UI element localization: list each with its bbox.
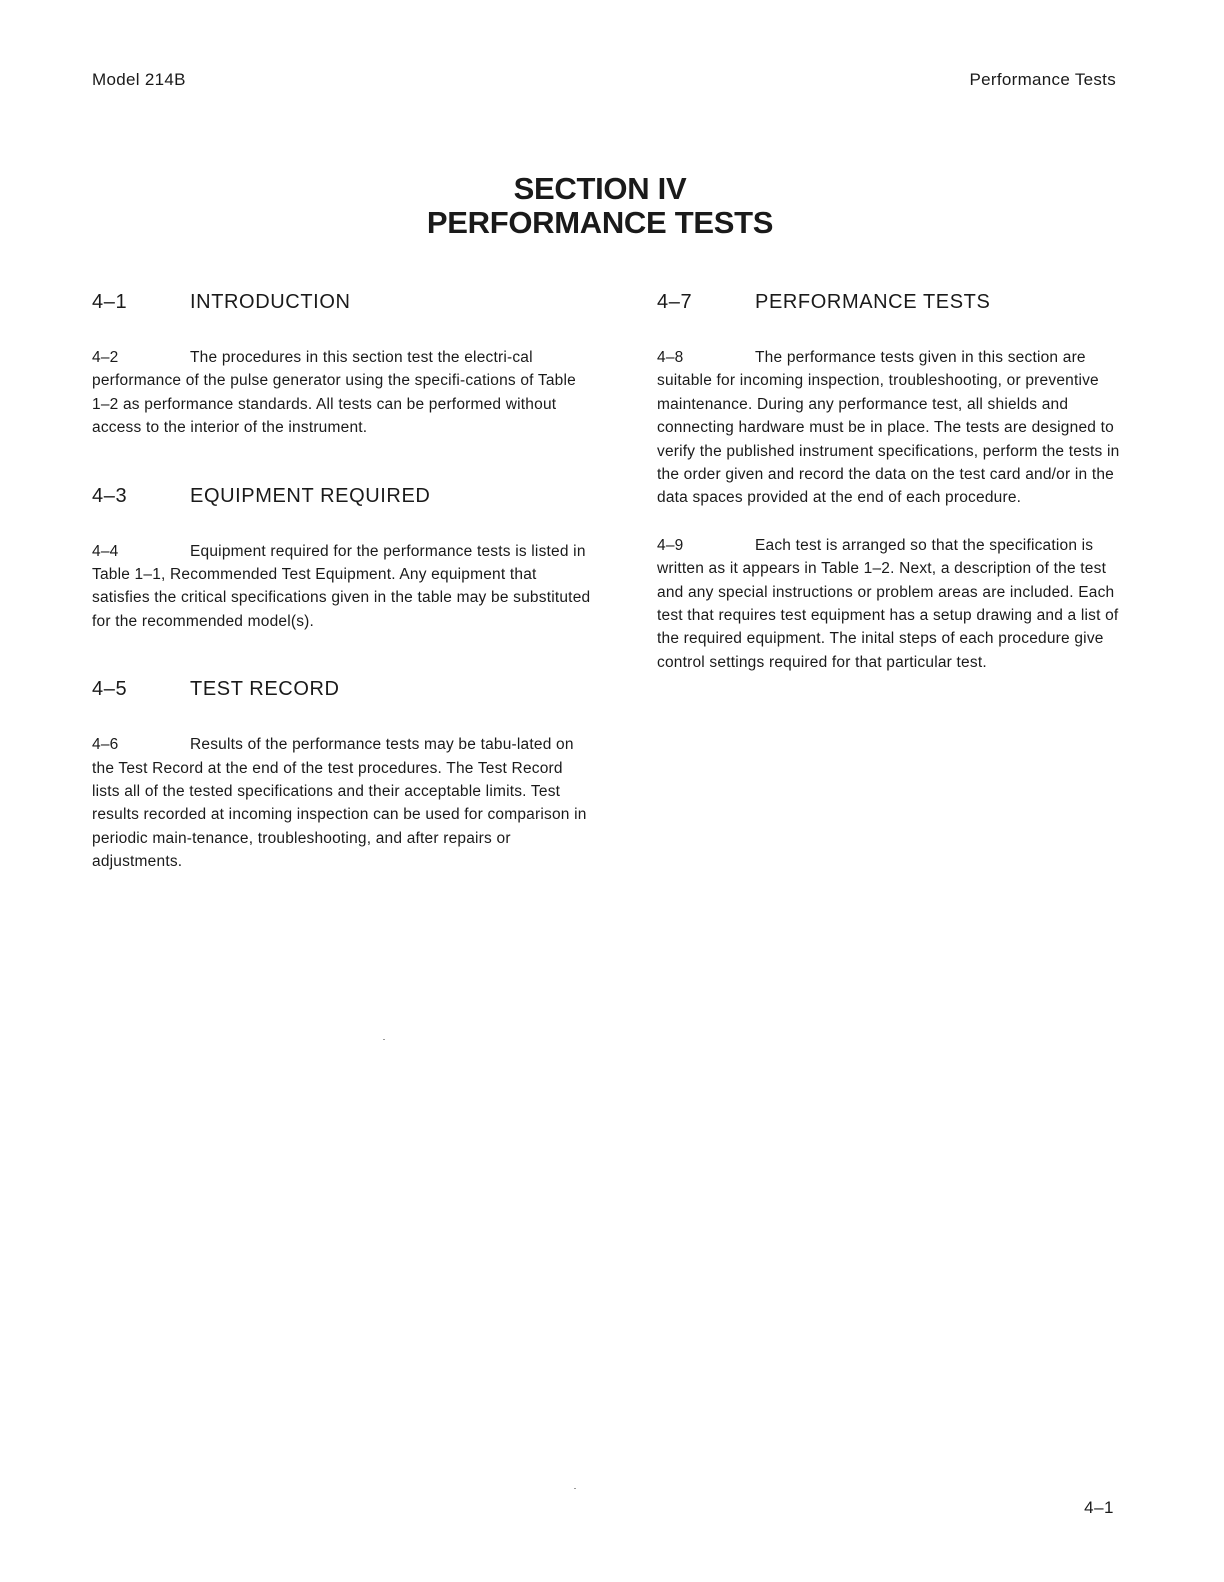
paragraph-text: The procedures in this section test the electri-cal performance of the pulse generator using the specifi-cations of Table 1–2 as performance standards. All tests can be performed without access to the interior of the instrument. bbox=[92, 349, 576, 437]
right-column bbox=[657, 290, 1137, 674]
scan-speck bbox=[383, 1039, 385, 1040]
paragraph-4-6 bbox=[92, 733, 592, 873]
heading-equipment-required bbox=[92, 484, 592, 508]
heading-introduction bbox=[92, 290, 592, 314]
section-title bbox=[0, 172, 1200, 240]
paragraph-text: Each test is arranged so that the specification is written as it appears in Table 1–2. Next, a description of the test and any special instructions or problem areas are included. Each test that requires test equipment has a setup drawing and a list of the required equipment. The inital steps of each procedure give control settings required for that particular test. bbox=[657, 536, 1119, 671]
heading-text: TEST RECORD bbox=[190, 678, 340, 701]
paragraph-number: 4–6 bbox=[92, 736, 119, 754]
left-column bbox=[92, 290, 592, 874]
header-model: Model 214B bbox=[92, 70, 186, 89]
heading-number: 4–5 bbox=[92, 678, 128, 701]
heading-text: EQUIPMENT REQUIRED bbox=[190, 484, 431, 507]
heading-number: 4–7 bbox=[657, 291, 693, 313]
heading-performance-tests bbox=[657, 290, 1137, 314]
paragraph-number: 4–9 bbox=[657, 536, 684, 554]
paragraph-4-2 bbox=[92, 346, 592, 440]
scan-speck bbox=[574, 1488, 576, 1489]
paragraph-text: The performance tests given in this section are suitable for incoming inspection, troubleshooting, or preventive maintenance. During any performance test, all shields and connecting hardware must be in place. The tests are designed to verify the published instrument specifications, perform the tests in the order given and record the data on the test card and/or in the data spaces provided at the end of each procedure. bbox=[657, 349, 1120, 507]
heading-text: INTRODUCTION bbox=[190, 291, 351, 313]
paragraph-4-4 bbox=[92, 540, 592, 634]
heading-number: 4–1 bbox=[92, 291, 128, 313]
paragraph-text: Results of the performance tests may be tabu-lated on the Test Record at the end of the test procedures. The Test Record lists all of the tested specifications and their acceptable limits. Test results recorded at incoming inspection can be used for comparison in periodic main-tenance, troubleshooting, and after repairs or adjustments. bbox=[92, 736, 587, 871]
section-title-line2: PERFORMANCE TESTS bbox=[426, 205, 774, 240]
section-title-line1: SECTION IV bbox=[513, 171, 687, 206]
paragraph-text: Equipment required for the performance tests is listed in Table 1–1, Recommended Test Equipment. Any equipment that satisfies the critical specifications given in the table may be substituted for the recommended model(s). bbox=[92, 542, 591, 630]
heading-text: PERFORMANCE TESTS bbox=[755, 291, 991, 313]
paragraph-number: 4–2 bbox=[92, 349, 119, 366]
heading-number: 4–3 bbox=[92, 484, 128, 507]
paragraph-4-8 bbox=[657, 346, 1137, 510]
heading-test-record bbox=[92, 677, 592, 701]
header-section-name: Performance Tests bbox=[969, 70, 1116, 89]
paragraph-number: 4–4 bbox=[92, 542, 119, 560]
paragraph-number: 4–8 bbox=[657, 349, 684, 366]
paragraph-4-9 bbox=[657, 534, 1137, 674]
page-number: 4–1 bbox=[1084, 1498, 1114, 1517]
